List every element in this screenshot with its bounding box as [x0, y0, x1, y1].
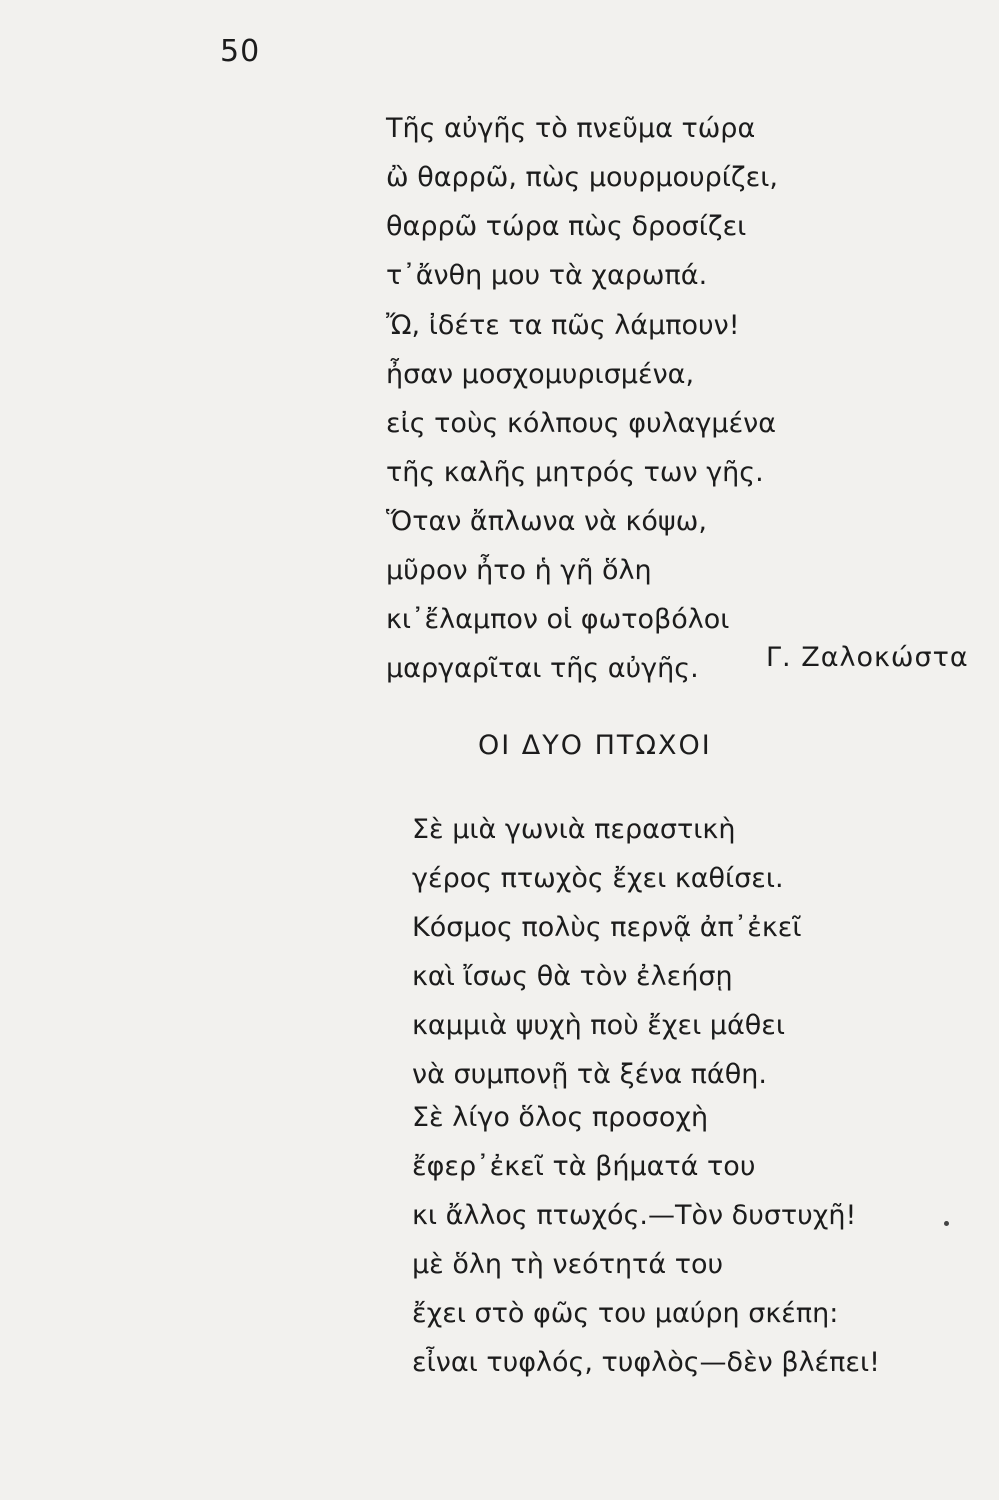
poem-line: ὢ θαρρῶ, πὼς μουρμουρίζει, — [386, 162, 778, 193]
poem-line: Ὅταν ἄπλωνα νὰ κόψω, — [386, 506, 707, 537]
poem-line: νὰ συμπονῇ τὰ ξένα πάθη. — [412, 1059, 767, 1090]
poem-line: Σὲ μιὰ γωνιὰ περαστικὴ — [412, 814, 736, 845]
poem-line: κι᾽ἔλαμπον οἱ φωτοβόλοι — [386, 604, 730, 635]
poem-line: τ᾽ἄνθη μου τὰ χαρωπά. — [386, 260, 708, 291]
poem-line: κι ἄλλος πτωχός.—Τὸν δυστυχῆ! — [412, 1200, 857, 1231]
poem-line: μῦρον ἦτο ἡ γῆ ὅλη — [386, 555, 652, 586]
poem2-stanza-1 — [412, 805, 802, 1099]
poem1-stanza-1 — [386, 104, 778, 300]
poem-line: εἰς τοὺς κόλπους φυλαγμένα — [386, 408, 777, 439]
poem-line: γέρος πτωχὸς ἔχει καθίσει. — [412, 863, 784, 894]
poem-line: Ὤ, ἰδέτε τα πῶς λάμπουν! — [386, 310, 740, 341]
poem-line: εἶναι τυφλός, τυφλὸς—δὲν βλέπει! — [412, 1347, 880, 1378]
poem-line: Τῆς αὐγῆς τὸ πνεῦμα τώρα — [386, 113, 756, 144]
ink-speck — [944, 1221, 949, 1226]
poem-line: Σὲ λίγο ὅλος προσοχὴ — [412, 1102, 709, 1133]
poem2-title: ΟΙ ΔΥΟ ΠΤΩΧΟΙ — [478, 730, 712, 761]
poem-line: Κόσμος πολὺς περνᾷ ἀπ᾽ἐκεῖ — [412, 912, 802, 943]
poem-line: ἔχει στὸ φῶς του μαύρη σκέπη: — [412, 1298, 839, 1329]
poem1-stanza-2 — [386, 301, 776, 693]
page-number: 50 — [220, 34, 261, 69]
poem-line: θαρρῶ τώρα πὼς δροσίζει — [386, 211, 747, 242]
poem-line: ἔφερ᾽ἐκεῖ τὰ βήματά του — [412, 1151, 756, 1182]
poem1-author: Γ. Ζαλοκώστα — [766, 642, 969, 673]
poem-line: μαργαρῖται τῆς αὐγῆς. — [386, 653, 699, 684]
poem-line: καμμιὰ ψυχὴ ποὺ ἔχει μάθει — [412, 1010, 786, 1041]
poem2-stanza-2 — [412, 1093, 880, 1387]
poem-line: καὶ ἴσως θὰ τὸν ἐλεήσῃ — [412, 961, 733, 992]
poem-line: τῆς καλῆς μητρός των γῆς. — [386, 457, 764, 488]
poem-line: ἦσαν μοσχομυρισμένα, — [386, 359, 695, 390]
poem-line: μὲ ὅλη τὴ νεότητά του — [412, 1249, 724, 1280]
